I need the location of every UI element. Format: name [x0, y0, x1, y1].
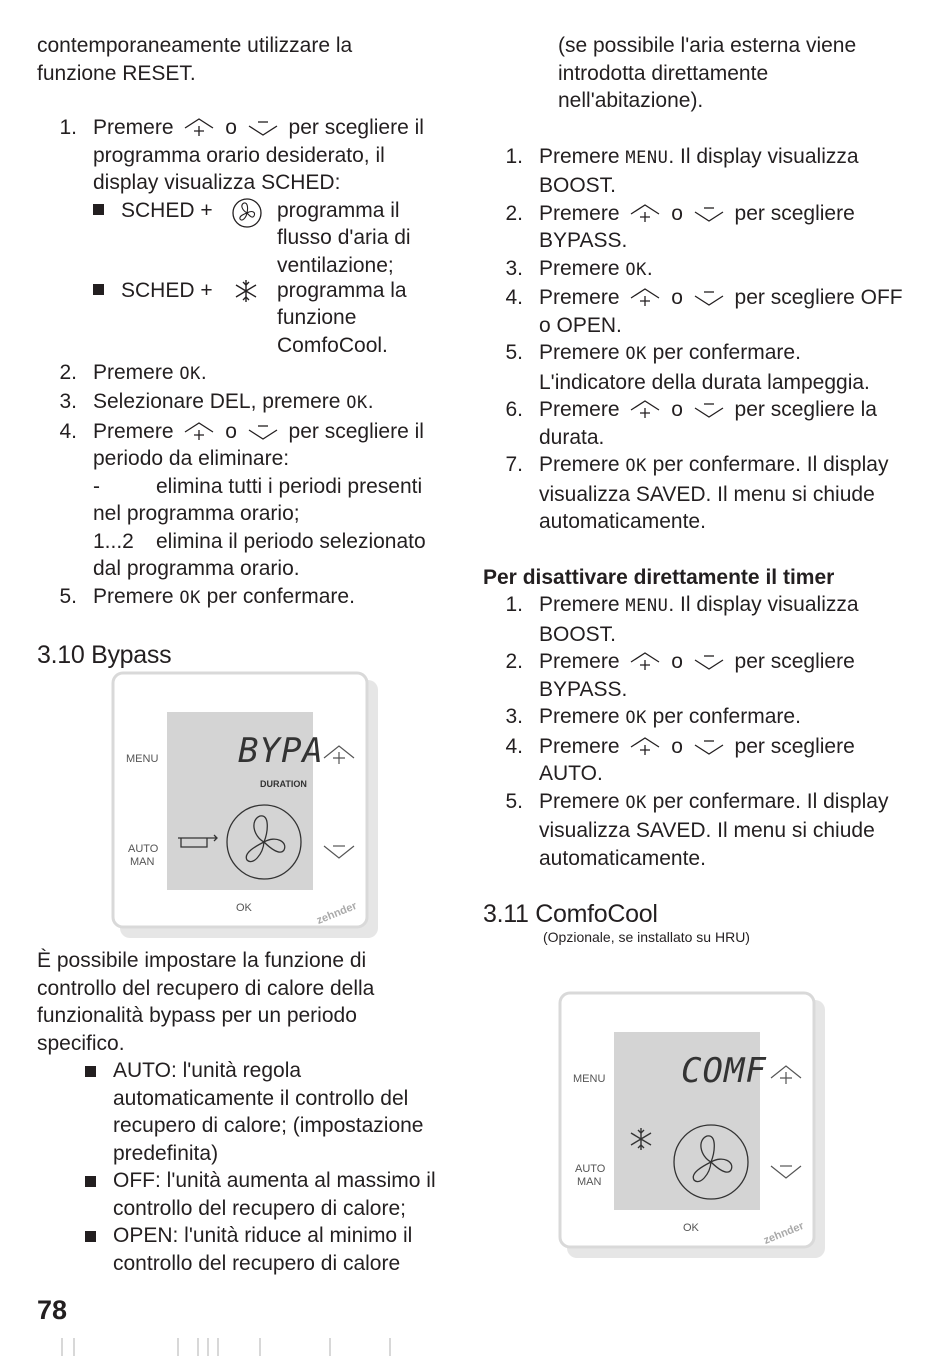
down-arrow-icon [245, 420, 281, 442]
device-auto-label: AUTO [575, 1163, 606, 1175]
list-item: 2. Premere o per scegliere BYPASS. [505, 650, 855, 701]
list-item: 3. Premere OK per confermare. [505, 705, 801, 728]
ok-key-label: OK [346, 393, 368, 413]
list-item: OPEN: l'unità riduce al minimo il controllo del recupero di calore [37, 1222, 447, 1277]
brand-logo: zehnder [314, 899, 359, 927]
device-menu-label: MENU [573, 1073, 606, 1085]
list-item: 4. Premere o per scegliere il periodo da eliminare: - elimina tutti i periodi presenti nel programma orario; 1...2 elimina il periodo selezionato dal programma orario. [37, 418, 447, 583]
left-column [37, 32, 447, 670]
device-ok-label: OK [236, 902, 252, 914]
list-item: AUTO: l'unità regola automaticamente il controllo del recupero di calore; (impostazione predefinita) [37, 1057, 447, 1167]
up-arrow-icon [181, 116, 217, 138]
bullet [93, 284, 104, 295]
bullet [93, 204, 104, 215]
key-label: OK [625, 456, 647, 476]
delete-option: 1...2 elimina il periodo selezionato dal programma orario. [93, 529, 426, 580]
subheading: Per disattivare direttamente il timer [483, 565, 835, 589]
brand-logo: zehnder [761, 1219, 806, 1247]
section-title-comfocool: 3.11 ComfoCool [483, 900, 658, 928]
list-item: 5. Premere OK per confermare. Il display visualizza SAVED. Il menu si chiude automaticamente. [505, 789, 889, 870]
down-arrow-icon [691, 650, 727, 672]
bypass-steps-list [483, 143, 903, 536]
section-title-bypass: 3.10 Bypass [37, 641, 172, 669]
steps-list [37, 114, 447, 612]
device-display-text: BYPA [238, 731, 324, 771]
down-arrow-icon [691, 286, 727, 308]
up-arrow-icon [627, 398, 663, 420]
decorative-ticks [60, 1336, 440, 1358]
device-duration-label: DURATION [260, 779, 307, 789]
key-label: OK [625, 344, 647, 364]
device-man-label: MAN [130, 856, 155, 868]
list-item: 1. Premere o per scegliere il programma orario desiderato, il display visualizza SCHED: SCHED + programma il flusso d'aria di ventilazione; SCHED + programma la funzione ComfoCool. [37, 114, 447, 359]
up-arrow-icon [627, 735, 663, 757]
list-item: 2. Premere OK. [59, 360, 207, 384]
list-item: 5. Premere OK per confermare. L'indicatore della durata lampeggia. [505, 341, 870, 394]
delete-option: - elimina tutti i periodi presenti nel programma orario; [93, 474, 423, 525]
up-arrow-icon [181, 420, 217, 442]
up-arrow-icon [627, 202, 663, 224]
intro-text: contemporaneamente utilizzare la funzione RESET. [37, 34, 353, 85]
sched-option: SCHED + programma la funzione ComfoCool. [93, 277, 447, 359]
sched-option: SCHED + programma il flusso d'aria di ventilazione; [93, 197, 447, 277]
right-column [483, 32, 903, 945]
device-menu-label: MENU [126, 753, 159, 765]
up-arrow-icon [627, 650, 663, 672]
list-item: 1. Premere MENU. Il display visualizza BOOST. [505, 144, 859, 197]
device-man-label: MAN [577, 1176, 602, 1188]
down-arrow-icon [691, 735, 727, 757]
list-item: 7. Premere OK per confermare. Il display visualizza SAVED. Il menu si chiude automaticamente. [505, 453, 889, 533]
comfocool-device-illustration [557, 990, 827, 1260]
fan-icon [230, 198, 264, 228]
page-number: 78 [37, 1295, 68, 1325]
device-auto-label: AUTO [128, 843, 159, 855]
bypass-device-illustration [110, 670, 380, 940]
snowflake-icon [233, 279, 259, 303]
list-item: 2. Premere o per scegliere BYPASS. [505, 201, 855, 252]
list-item: OFF: l'unità aumenta al massimo il controllo del recupero di calore; [37, 1167, 447, 1222]
optional-note: (Opzionale, se installato su HRU) [543, 929, 750, 945]
down-arrow-icon [245, 116, 281, 138]
list-item: 3. Selezionare DEL, premere OK. [59, 390, 374, 413]
list-item: 5. Premere OK per confermare. [59, 584, 355, 608]
key-label: OK [625, 259, 647, 280]
key-label: OK [625, 708, 647, 728]
key-label: OK [625, 792, 647, 813]
timer-steps-list [483, 591, 903, 872]
bypass-description: È possibile impostare la funzione di controllo del recupero di calore della funzionalità bypass per un periodo specifico. AUTO: l'unità regola automaticamente il controllo del recupero di calore; (impostazione predefinita) OFF: l'unità aumenta al massimo il controllo del recupero di calore; OPEN: l'unità riduce al minimo il controllo del recupero di calore [37, 947, 447, 1277]
key-label: MENU [625, 147, 669, 168]
list-item: 1. Premere MENU. Il display visualizza BOOST. [505, 593, 859, 646]
continued-text: (se possibile l'aria esterna viene introdotta direttamente nell'abitazione). [558, 34, 857, 112]
list-item: 6. Premere o per scegliere la durata. [505, 398, 877, 449]
ok-key-label: OK [179, 363, 201, 384]
device-display-text: COMF [681, 1051, 767, 1091]
list-item: 4. Premere o per scegliere AUTO. [505, 734, 855, 785]
down-arrow-icon [691, 398, 727, 420]
device-ok-label: OK [683, 1222, 699, 1234]
list-item: 3. Premere OK. [505, 256, 653, 280]
up-arrow-icon [627, 286, 663, 308]
down-arrow-icon [691, 202, 727, 224]
key-label: MENU [625, 596, 669, 616]
ok-key-label: OK [179, 587, 201, 608]
list-item: 4. Premere o per scegliere OFF o OPEN. [505, 286, 903, 337]
